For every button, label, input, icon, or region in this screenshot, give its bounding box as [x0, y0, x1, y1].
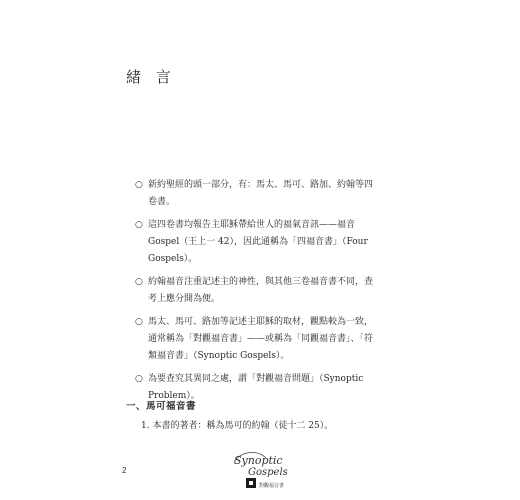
- point-line: 通常稱為「對觀福音書」——或稱為「同觀福音書」、「符: [148, 334, 374, 344]
- circle-bullet-icon: ○: [135, 220, 143, 230]
- logo-text-bottom: Gospels: [248, 467, 288, 478]
- circle-bullet-icon: ○: [135, 317, 143, 327]
- intro-point: [135, 314, 400, 365]
- point-line: 馬太、馬可、路加等記述主耶穌的取材，觀點較為一致，: [148, 317, 374, 327]
- intro-point: [135, 177, 400, 211]
- point-line: Problem）。: [148, 391, 200, 401]
- point-line: 類福音書」（Synoptic Gospels）。: [148, 351, 290, 361]
- chapter-title: 緒 言: [126, 68, 176, 86]
- logo-subtext: 對觀福音書: [259, 483, 285, 489]
- point-line: 考上應分開為便。: [148, 294, 221, 304]
- intro-points: [135, 177, 400, 411]
- intro-point: [135, 274, 400, 308]
- section-item: 1. 本書的著者：稱為馬可的約翰（徒十二 25）。: [141, 421, 334, 431]
- point-line: 為要查究其異同之處，謂「對觀福音問題」（Synoptic: [148, 374, 364, 384]
- intro-point: [135, 217, 400, 268]
- point-line: 約翰福音注重記述主的神性，與其他三卷福音書不同，查: [148, 277, 374, 287]
- circle-bullet-icon: ○: [135, 180, 143, 190]
- point-line: 這四卷書均報告主耶穌帶給世人的福氣音訊——福音: [148, 220, 356, 230]
- logo-text-top: Synoptic: [234, 454, 283, 467]
- page-number: 2: [122, 466, 127, 475]
- circle-bullet-icon: ○: [135, 277, 143, 287]
- synoptic-gospels-logo: [228, 448, 308, 492]
- point-line: 卷書。: [148, 197, 176, 207]
- point-line: Gospels）。: [148, 254, 198, 264]
- circle-bullet-icon: ○: [135, 374, 143, 384]
- point-line: 新約聖經的頭一部分，有：馬太、馬可、路加、約翰等四: [148, 180, 374, 190]
- point-line: Gospel（王上一 42），因此通稱為「四福音書」（Four: [148, 237, 368, 247]
- section-heading: 一、馬可福音書: [126, 401, 197, 412]
